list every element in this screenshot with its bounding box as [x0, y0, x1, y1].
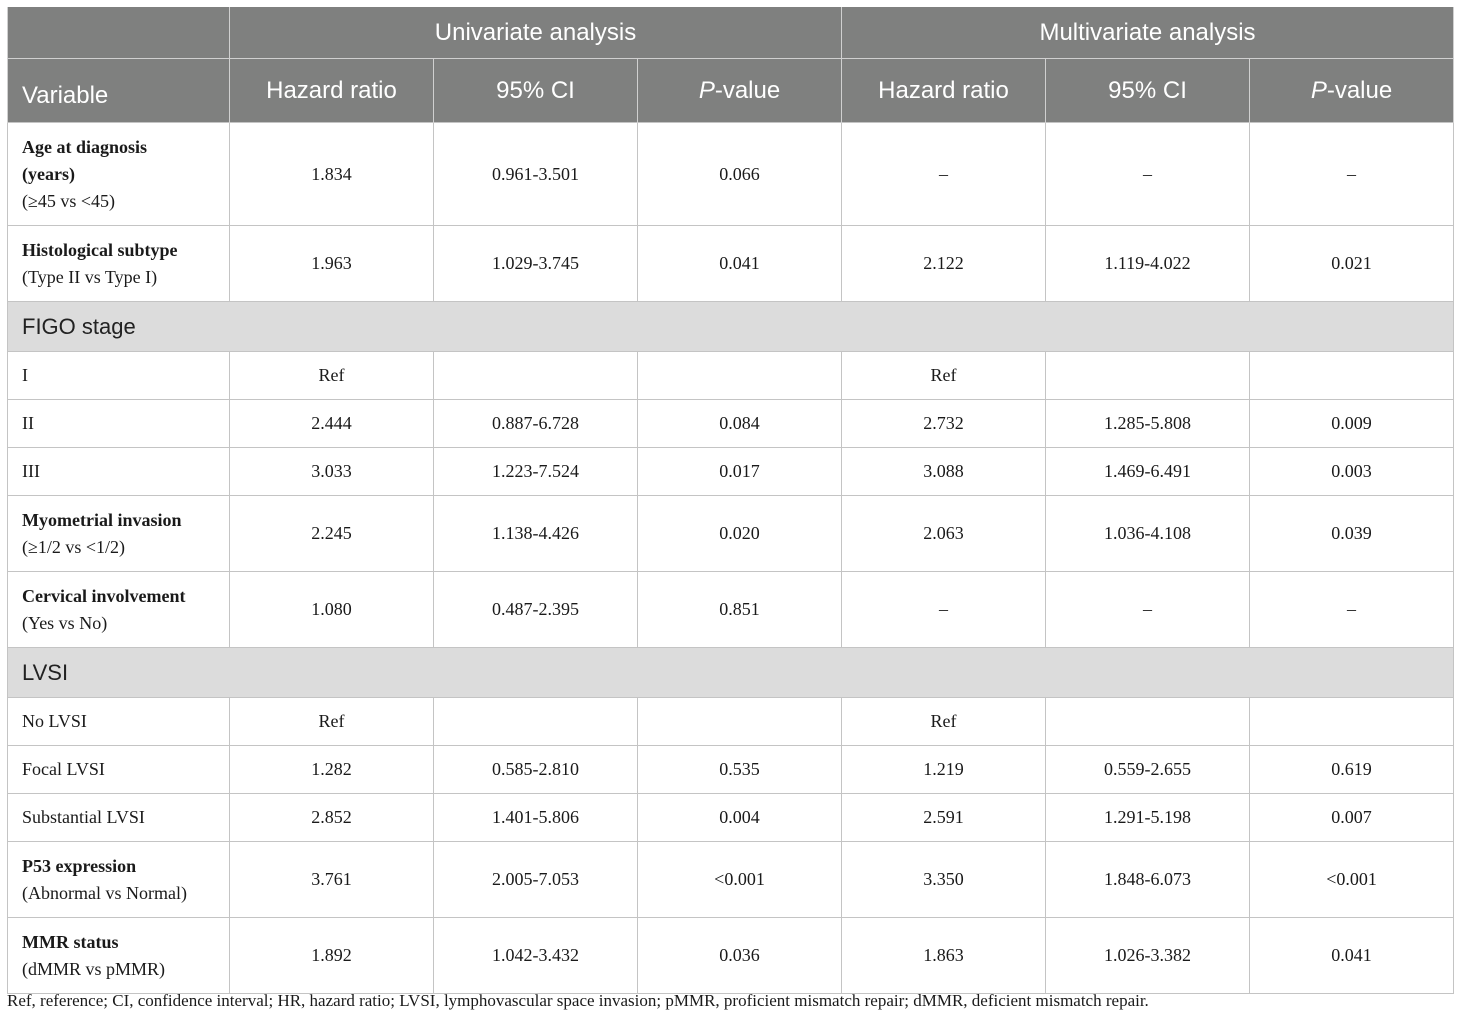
table-row-figo-i [8, 352, 1454, 400]
header-row-groups [8, 7, 1454, 59]
variable-comparison: (Abnormal vs Normal) [22, 882, 187, 903]
table-row-myometrial [8, 496, 1454, 572]
u-ci: 1.029-3.745 [434, 226, 638, 302]
m-ci: 0.559-2.655 [1046, 746, 1250, 794]
table-row-age [8, 123, 1454, 226]
variable-name: MMR status [22, 931, 119, 952]
u-hr: 2.444 [230, 400, 434, 448]
u-hr: 1.834 [230, 123, 434, 226]
header-multivariate: Multivariate analysis [842, 7, 1454, 59]
p-suffix: -value [714, 76, 781, 104]
m-hr: – [842, 123, 1046, 226]
row-label: Focal LVSI [8, 746, 230, 794]
u-ci: 2.005-7.053 [434, 842, 638, 918]
m-ci [1046, 352, 1250, 400]
m-hr: 3.088 [842, 448, 1046, 496]
u-p: 0.017 [638, 448, 842, 496]
row-label [8, 226, 230, 302]
row-label [8, 496, 230, 572]
m-p: – [1250, 572, 1454, 648]
m-p: <0.001 [1250, 842, 1454, 918]
row-label [8, 918, 230, 994]
u-p: 0.084 [638, 400, 842, 448]
u-hr: 2.245 [230, 496, 434, 572]
table-row-figo-iii [8, 448, 1454, 496]
u-ci [434, 352, 638, 400]
m-p: 0.041 [1250, 918, 1454, 994]
m-hr: 1.863 [842, 918, 1046, 994]
u-hr: 1.963 [230, 226, 434, 302]
header-u-hazard-ratio: Hazard ratio [230, 59, 434, 123]
u-p: 0.036 [638, 918, 842, 994]
m-hr: 3.350 [842, 842, 1046, 918]
u-hr: 1.282 [230, 746, 434, 794]
table-row-substantial-lvsi [8, 794, 1454, 842]
section-row-figo [8, 302, 1454, 352]
table-row-mmr [8, 918, 1454, 994]
u-hr: Ref [230, 698, 434, 746]
table-footnote: Ref, reference; CI, confidence interval; HR, hazard ratio; LVSI, lymphovascular space invasion; pMMR, proficient mismatch repair; dMMR, deficient mismatch repair. [7, 991, 1149, 1010]
m-p: – [1250, 123, 1454, 226]
table-row-cervical [8, 572, 1454, 648]
m-p: 0.009 [1250, 400, 1454, 448]
variable-name: P53 expression [22, 855, 137, 876]
u-p: <0.001 [638, 842, 842, 918]
u-p: 0.066 [638, 123, 842, 226]
row-label: I [8, 352, 230, 400]
m-p: 0.003 [1250, 448, 1454, 496]
u-p [638, 698, 842, 746]
m-p: 0.619 [1250, 746, 1454, 794]
u-ci: 1.138-4.426 [434, 496, 638, 572]
variable-comparison: (≥45 vs <45) [22, 190, 116, 211]
u-ci: 0.487-2.395 [434, 572, 638, 648]
u-p: 0.020 [638, 496, 842, 572]
u-ci: 0.887-6.728 [434, 400, 638, 448]
p-italic: P [1310, 76, 1327, 104]
u-hr: 2.852 [230, 794, 434, 842]
header-m-p-value [1250, 59, 1454, 123]
section-row-lvsi [8, 648, 1454, 698]
cox-regression-table [7, 7, 1454, 994]
variable-comparison: (dMMR vs pMMR) [22, 958, 166, 979]
u-hr: 3.033 [230, 448, 434, 496]
row-label [8, 842, 230, 918]
table-container [7, 7, 1453, 994]
m-ci: 1.469-6.491 [1046, 448, 1250, 496]
m-hr: 2.732 [842, 400, 1046, 448]
m-p [1250, 698, 1454, 746]
table-row-histological [8, 226, 1454, 302]
u-ci: 1.042-3.432 [434, 918, 638, 994]
u-hr: 3.761 [230, 842, 434, 918]
m-hr: 2.591 [842, 794, 1046, 842]
m-p: 0.039 [1250, 496, 1454, 572]
m-hr: Ref [842, 352, 1046, 400]
row-label [8, 572, 230, 648]
section-title: FIGO stage [8, 302, 1454, 352]
header-u-p-value [638, 59, 842, 123]
row-label: No LVSI [8, 698, 230, 746]
variable-name: Myometrial invasion [22, 509, 182, 530]
m-hr: – [842, 572, 1046, 648]
m-p [1250, 352, 1454, 400]
section-title: LVSI [8, 648, 1454, 698]
header-univariate: Univariate analysis [230, 7, 842, 59]
m-ci: 1.291-5.198 [1046, 794, 1250, 842]
m-ci [1046, 698, 1250, 746]
m-ci: 1.285-5.808 [1046, 400, 1250, 448]
m-ci: 1.119-4.022 [1046, 226, 1250, 302]
u-p [638, 352, 842, 400]
u-hr: Ref [230, 352, 434, 400]
row-label [8, 123, 230, 226]
u-p: 0.004 [638, 794, 842, 842]
header-variable: Variable [8, 59, 230, 123]
variable-comparison: (Type II vs Type I) [22, 266, 158, 287]
row-label: III [8, 448, 230, 496]
row-label: II [8, 400, 230, 448]
u-hr: 1.892 [230, 918, 434, 994]
p-suffix: -value [1326, 76, 1393, 104]
m-hr: 1.219 [842, 746, 1046, 794]
header-empty-cell [8, 7, 230, 59]
m-p: 0.021 [1250, 226, 1454, 302]
u-ci: 1.223-7.524 [434, 448, 638, 496]
header-m-hazard-ratio: Hazard ratio [842, 59, 1046, 123]
m-hr: Ref [842, 698, 1046, 746]
u-p: 0.851 [638, 572, 842, 648]
m-hr: 2.063 [842, 496, 1046, 572]
m-p: 0.007 [1250, 794, 1454, 842]
variable-comparison: (Yes vs No) [22, 612, 108, 633]
variable-name: Cervical involvement [22, 585, 186, 606]
u-p: 0.041 [638, 226, 842, 302]
u-ci [434, 698, 638, 746]
u-hr: 1.080 [230, 572, 434, 648]
u-ci: 1.401-5.806 [434, 794, 638, 842]
u-ci: 0.585-2.810 [434, 746, 638, 794]
table-row-no-lvsi [8, 698, 1454, 746]
table-row-figo-ii [8, 400, 1454, 448]
m-ci: – [1046, 572, 1250, 648]
variable-name: Age at diagnosis (years) [22, 136, 148, 184]
variable-name: Histological subtype [22, 239, 178, 260]
m-ci: 1.036-4.108 [1046, 496, 1250, 572]
table-row-p53 [8, 842, 1454, 918]
m-ci: 1.026-3.382 [1046, 918, 1250, 994]
p-italic: P [698, 76, 715, 104]
table-row-focal-lvsi [8, 746, 1454, 794]
header-u-ci: 95% CI [434, 59, 638, 123]
u-ci: 0.961-3.501 [434, 123, 638, 226]
m-ci: – [1046, 123, 1250, 226]
row-label: Substantial LVSI [8, 794, 230, 842]
variable-comparison: (≥1/2 vs <1/2) [22, 536, 126, 557]
header-row-columns [8, 59, 1454, 123]
m-hr: 2.122 [842, 226, 1046, 302]
u-p: 0.535 [638, 746, 842, 794]
m-ci: 1.848-6.073 [1046, 842, 1250, 918]
header-m-ci: 95% CI [1046, 59, 1250, 123]
